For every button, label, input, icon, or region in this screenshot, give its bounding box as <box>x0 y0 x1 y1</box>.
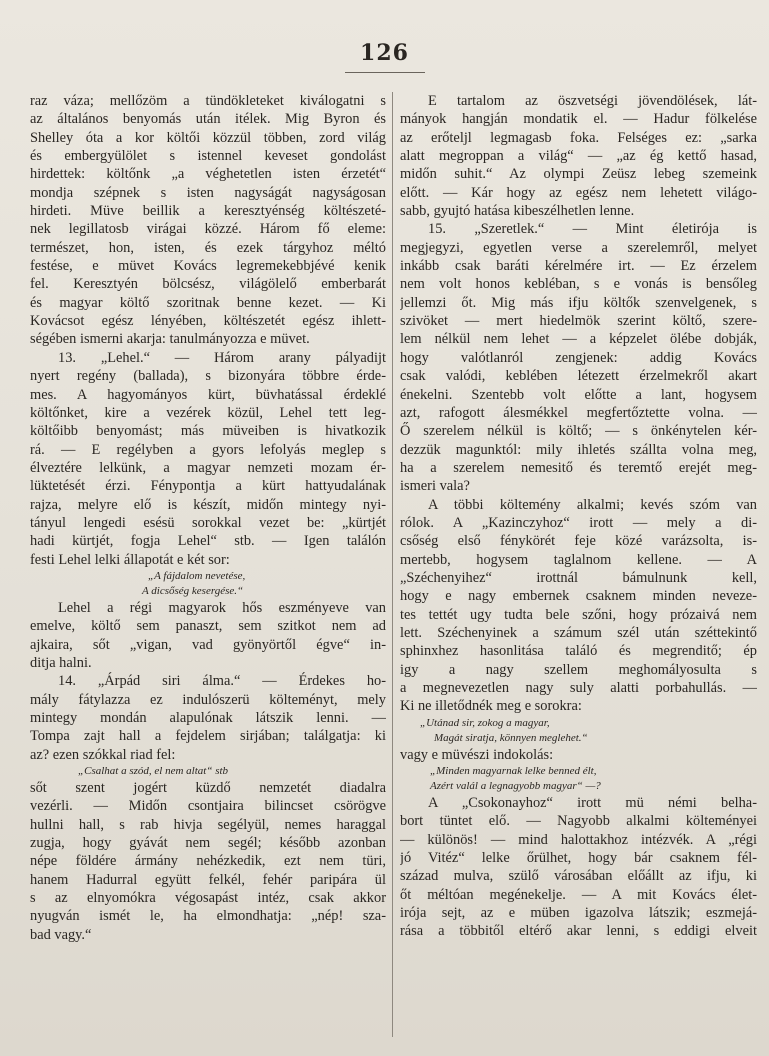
text-line: mertebb, hogysem taglalnom kellene. — A <box>400 551 757 568</box>
text-line: fel. Keresztyén bölcsész, világölelő emberbarát <box>30 276 386 293</box>
text-line: hullni hall, s rab hivja segélyül, nemes haraggal <box>30 816 386 833</box>
text-line: vagy e müvészi indokolás: <box>400 746 554 763</box>
text-line: hirdeti. Müve beillik a keresztyénség költészeté- <box>30 203 386 220</box>
text-line: tes tettét ugy tudta bele szőni, hogy prózaivá nem <box>400 606 757 623</box>
text-line: raz váza; mellőzöm a tündökleteket kiválogatni s <box>30 93 386 109</box>
page-number-rule <box>345 72 425 77</box>
text-line: természet, hon, isten, és ezek tárgyhoz méltó <box>30 239 386 256</box>
text-line: nyugván ismét le, ha elmondhatja: „nép! sza- <box>30 908 386 925</box>
quoted-verse-line: „A fájdalom nevetése, <box>148 569 246 582</box>
text-line: hogy valótlanról zengjenek: addig Kovács <box>400 349 757 366</box>
text-line: ségében ismerni akarja: tanulmányozza e müvet. <box>30 331 310 348</box>
quoted-verse-line: „Minden magyarnak lelke benned élt, <box>430 765 597 778</box>
text-line: Ő szerelem nélkül is költő; — s önkénytelen kér- <box>400 423 757 440</box>
text-line: Ki ne illetődnék meg e sorokra: <box>400 698 582 715</box>
text-line: lem nélkül nem lehet — a képzelet ölébe dobják, <box>400 331 757 348</box>
text-line: A többi költemény alkalmi; kevés szóm van <box>428 496 757 513</box>
text-line: 14. „Árpád siri álma.“ — Érdekes ho- <box>58 673 386 690</box>
text-line: rólok. A „Kazinczyhoz“ irott — mely a di- <box>400 514 757 531</box>
text-line: igy a nagy szellem meghomályosulta s <box>400 661 757 678</box>
text-line: mály fátylazza ez indulószerü költeményt, mely <box>30 691 386 708</box>
text-line: vezérli. — Midőn csontjaira bilincset csörögve <box>30 798 386 815</box>
text-line: énekelni. Szentebb volt előtte a lant, hogysem <box>400 386 757 403</box>
text-line: század mulva, szülő városában előállt az ifju, ki <box>400 868 757 885</box>
left-column <box>30 92 386 1042</box>
text-line: a megnevezetlen nagy suly alatti porbahullás. — <box>400 680 757 696</box>
text-line: nek legillatosb virágai közzé. Három fő eleme: <box>30 221 386 238</box>
text-line: nem volt honos kebléban, s e vonás is bensőleg <box>400 276 757 293</box>
text-line: 15. „Szeretlek.“ — Mint életirója is <box>428 221 757 238</box>
text-line: őt méltóan megénekelje. — A mit Kovács élet- <box>400 886 757 903</box>
text-line: midőn suhit.“ Az olympi Zeüsz lebeg szemeink <box>400 166 757 183</box>
text-line: ajkaira, sőt „vigan, vad gyönyörtől égve“ in- <box>30 636 386 653</box>
text-line: mondja szépnek s isten nagyságát nagyságosan <box>30 184 386 201</box>
text-line: 13. „Lehel.“ — Három arany pályadijt <box>58 349 386 366</box>
text-line: rá. — E regélyben a gyors lefolyás meglep s <box>30 441 386 458</box>
quoted-verse-line: „Csalhat a szód, el nem altat“ stb <box>78 765 229 778</box>
text-line: Kovácsot egész lényében, költészetét egész ihlett- <box>30 313 386 330</box>
quoted-verse-line: „Utánad sir, zokog a magyar, <box>420 716 550 729</box>
text-line: élveztére lelkünk, a magyar nemzeti mozam ér- <box>30 459 386 476</box>
page-number: 126 <box>360 40 409 66</box>
text-line: népe földére ármány nehézkedik, ezt nem türi, <box>30 853 386 870</box>
text-line: sphinxhez hasonlitása találó és megrenditő; ép <box>400 643 757 660</box>
text-line: ismeri vala? <box>400 478 470 495</box>
quoted-verse-line: Azért valál a legnagyobb magyar“ —? <box>430 780 601 793</box>
text-line: dezzük magunktól: mily ihletés szállta volna meg, <box>400 441 757 458</box>
text-line: hadi kürtjét, fogja Lehel“ stb. — Igen találón <box>30 533 386 550</box>
text-line: hanem Hadurral együtt felkél, fehér paripára ül <box>30 871 386 888</box>
text-line: hogy e nagy embernek csaknem minden neveze- <box>400 588 757 605</box>
text-line: „Széchenyihez“ irottnál bámulnunk kell, <box>400 569 757 586</box>
text-line: bort tüntet elő. — Nagyobb alkalmi költeményei <box>400 813 757 830</box>
text-line: mányok hangján mondatik el. — Hadur fölkelése <box>400 111 757 128</box>
text-line: sőt szent jogért küzdő nemzetét diadalra <box>30 780 386 797</box>
text-line: mintegy mondán alapulónak látszik lenni. — <box>30 710 386 726</box>
text-line: költőnket, kire a vezérek közül, Lehel tett leg- <box>30 404 386 421</box>
text-line: festi Lehel lelki állapotát e két sor: <box>30 551 230 568</box>
text-line: jellemzi őt. Mig más ifju költők szenvelgenek, s <box>400 294 757 311</box>
text-line: E tartalom az öszvetségi jövendölések, lát- <box>428 93 757 109</box>
text-line: mes. A hagyományos kürt, büvhatással érdeklé <box>30 386 386 403</box>
text-line: hirdettek: költőnk „a véghetetlen isten érzetét“ <box>30 166 386 183</box>
text-line: ditja halni. <box>30 654 92 671</box>
text-line: azt, rafogott álesmékkel megfertőztette volna. — <box>400 404 757 421</box>
quoted-verse-line: Magát siratja, könnyen meglehet.“ <box>434 731 588 744</box>
text-line: szivöket — mert hiedelmök szerint költő, szere- <box>400 313 757 330</box>
text-line: — különös! — mind halottakhoz intézvék. A „régi <box>400 831 757 848</box>
text-line: zugja, hogy gyávát nem segél; később azonban <box>30 835 386 852</box>
text-line: az? ezen szókkal riad fel: <box>30 746 176 763</box>
text-line: nyert regény (ballada), s bizonyára többre érde- <box>30 368 386 385</box>
text-line: ha a szerelem nemesitő és teremtő erejét meg- <box>400 459 757 476</box>
text-line: jó Vitéz“ lelke őrülhet, hogy bár csaknem fél- <box>400 850 757 867</box>
quoted-verse-line: A dicsőség kesergése.“ <box>142 584 244 597</box>
text-line: alatt megroppan a világ“ — „az ég kettő hasad, <box>400 148 757 165</box>
text-line: emelve, költő sem panaszt, sem szitkot nem ad <box>30 618 386 635</box>
text-line: Lehel a régi magyarok hős eszményeve van <box>58 599 386 616</box>
text-line: megjegyzi, egyetlen verse a szerelemről, melyet <box>400 239 757 256</box>
text-line: az erőteljl legmagasb foka. Felséges ez: „sarka <box>400 129 757 146</box>
text-line: sabb, gyujtó hatása kibeszélhetlen lenne. <box>400 203 635 220</box>
column-divider <box>392 92 393 1037</box>
text-line: csőség első fénykörét feje közé varázsolta, is- <box>400 533 757 550</box>
text-line: előtt. — Kár hogy az egész nem lehetett világo- <box>400 184 757 201</box>
text-line: Shelley óta a kor költői közzül többen, zord világ <box>30 129 386 146</box>
text-line: és embergyülölet s istennel keveset gondolást <box>30 148 386 165</box>
text-line: bad vagy.“ <box>30 926 92 943</box>
text-line: Tompa zajt hall a fejdelem sirjában; találgatja: ki <box>30 728 386 745</box>
text-line: lüktetését érzi. Fénypontja a kürt hattyudalának <box>30 478 386 495</box>
text-line: rajza, melyre elő is készít, midőn mintegy nyi- <box>30 496 386 513</box>
text-line: csak valódi, keblében létezett érzelmekről akart <box>400 368 757 385</box>
text-line: A „Csokonayhoz“ irott mü némi belha- <box>428 795 757 812</box>
text-line: festése, e müvet Kovács legremekebbjévé kenik <box>30 258 386 275</box>
right-column <box>400 92 757 1042</box>
text-line: tányul lengedi esésü sorokkal vezet be: „kürtjét <box>30 514 386 531</box>
text-line: inkább csak baráti kérelmére irt. — Ez érzelem <box>400 258 757 275</box>
text-line: költőibb benyomást; más müveiben is hivatkozik <box>30 423 386 440</box>
text-line: és magyar költő szoritnak benne kezet. — Ki <box>30 294 386 311</box>
text-line: irója sejt, az e müben igazolva látszik; eszmejá- <box>400 905 757 922</box>
text-line: lett. Széchenyinek a számum szél után széttekintő <box>400 624 757 641</box>
text-line: rása a többitől eltérő akar lenni, s eddigi elveit <box>400 923 757 940</box>
text-line: s az elnyomókra végosapást intéz, csak akkor <box>30 890 386 907</box>
text-line: az általános benyomás után itélek. Mig Byron és <box>30 111 386 128</box>
